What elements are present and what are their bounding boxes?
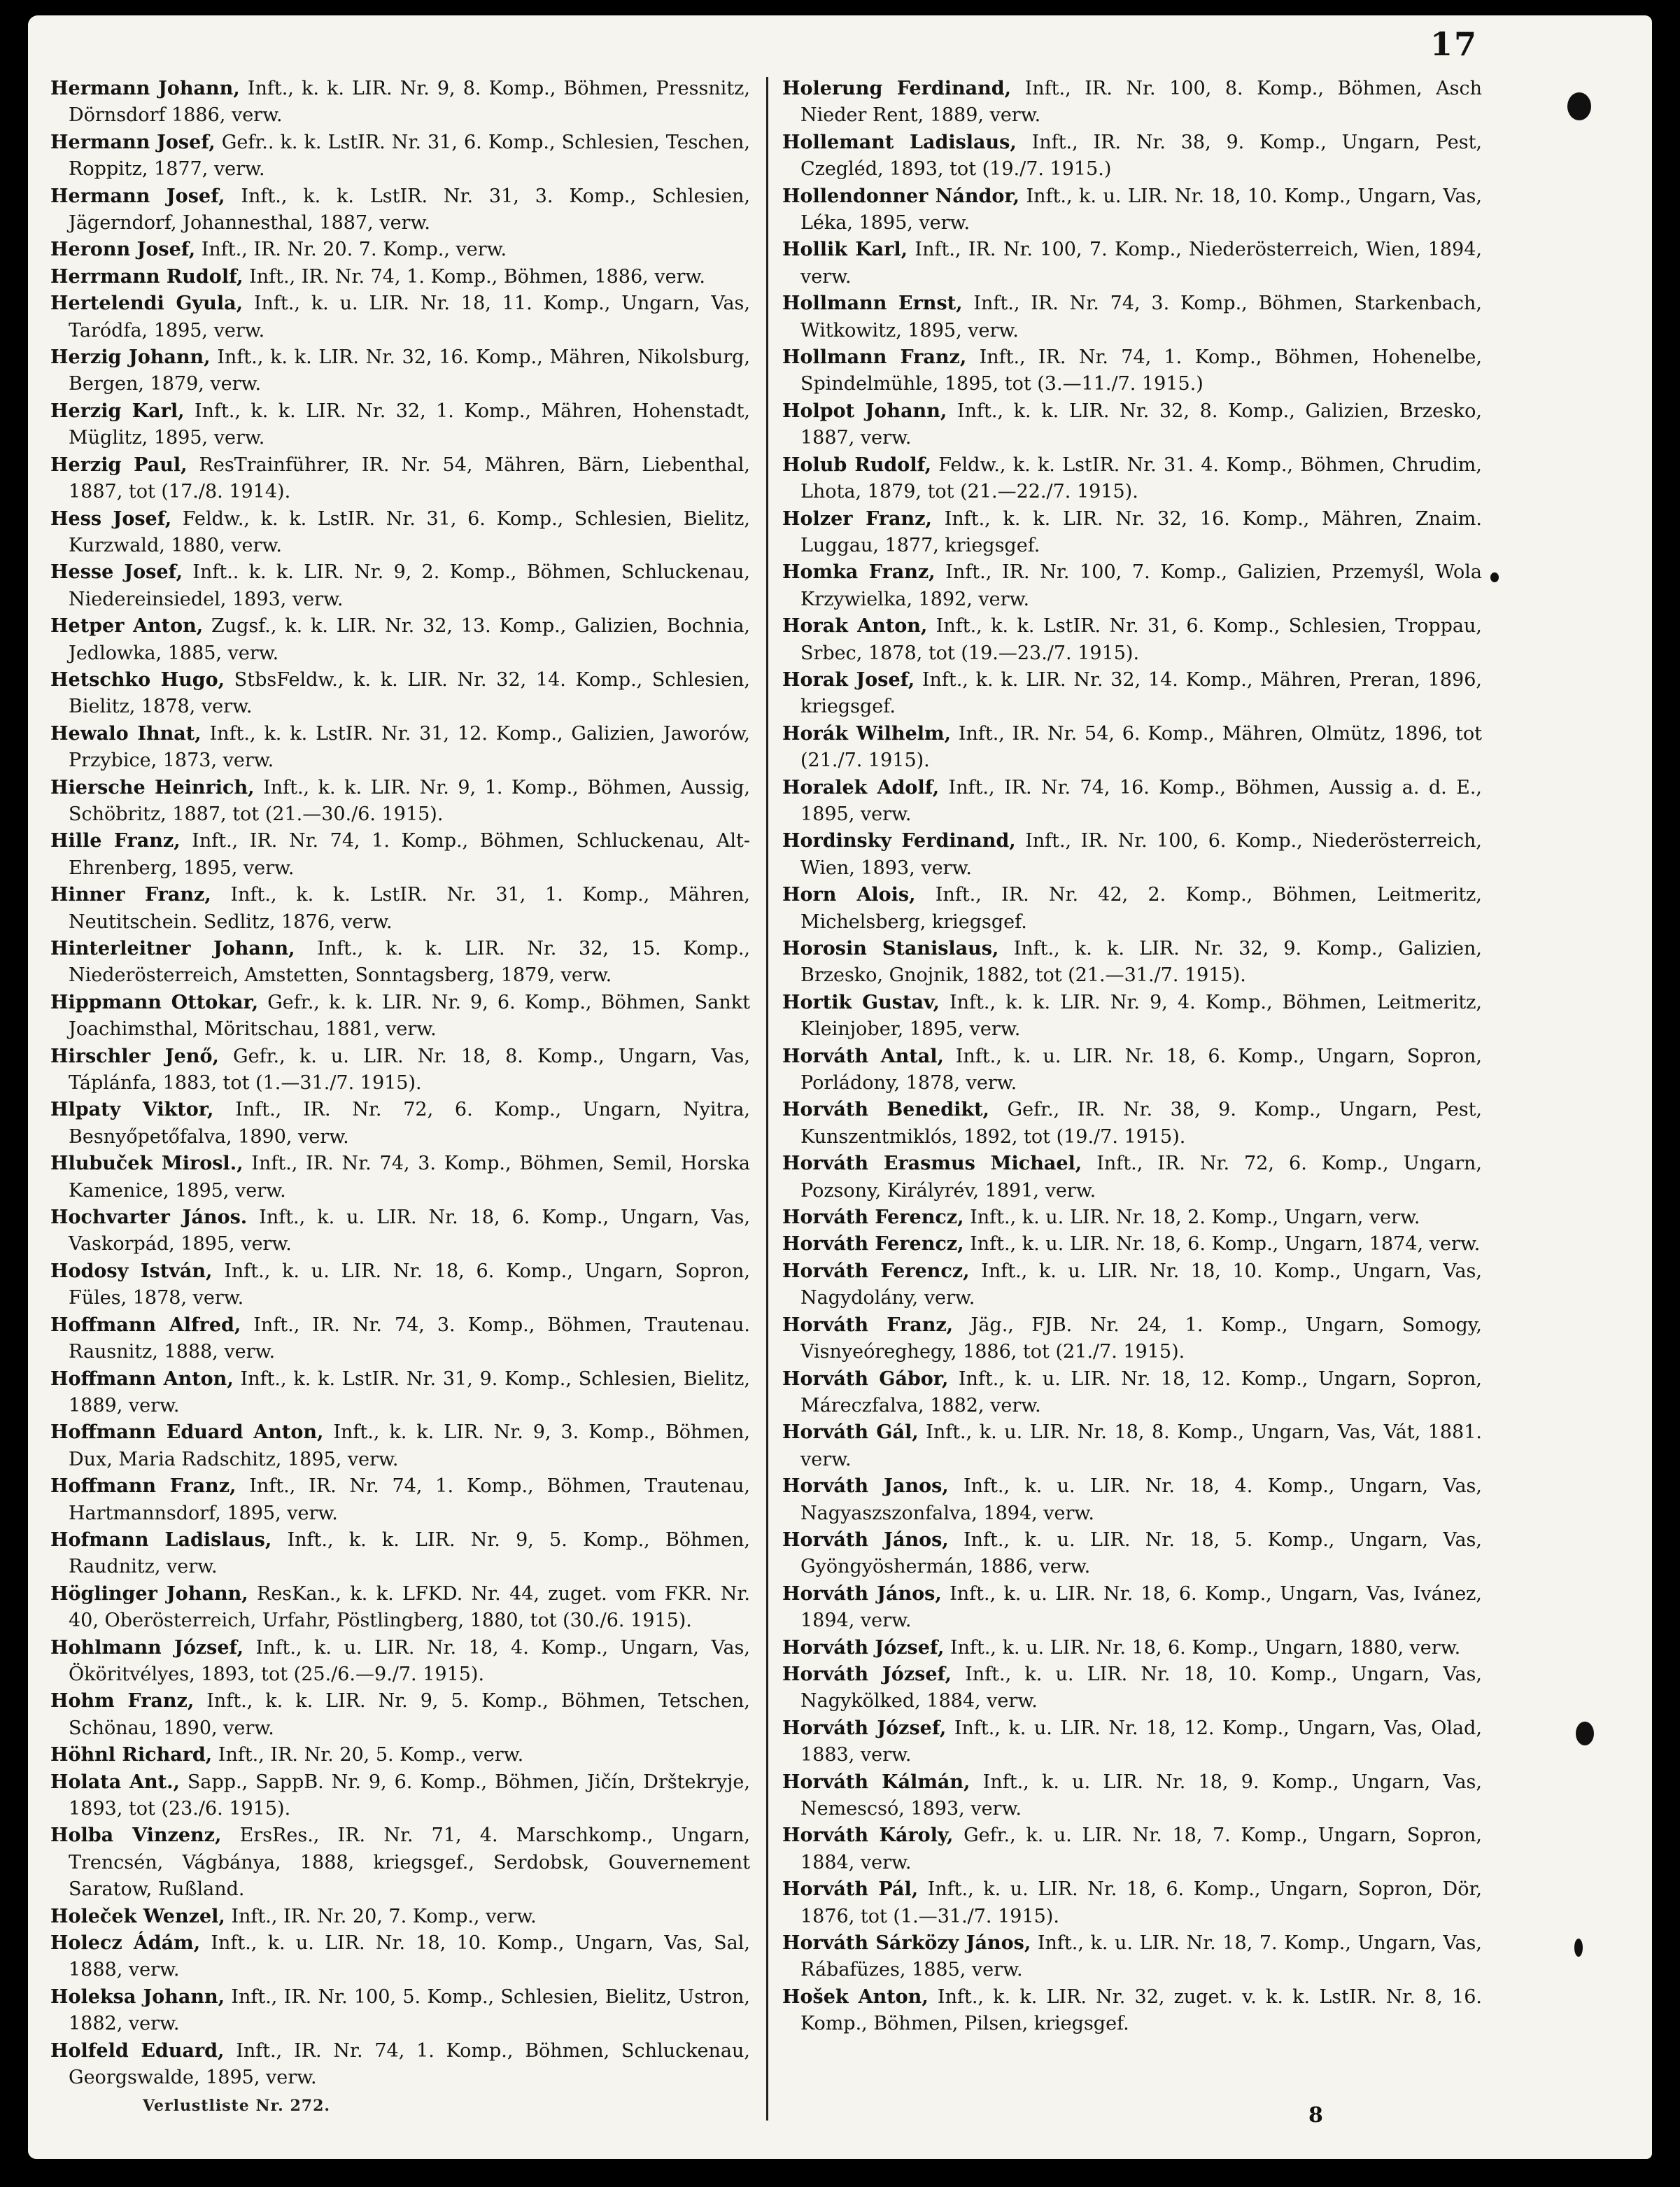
left-column [50,76,750,2125]
list-entry [782,559,1482,613]
list-entry [50,398,750,452]
entry-details: Inft., k. k. LIR. Nr. 9, 5. Komp., Böhmen, Tetschen, Schönau, 1890, verw. [69,1690,750,1739]
entry-name: Heronn Josef, [50,239,196,261]
list-entry [782,398,1482,452]
list-entry [782,1151,1482,1204]
entry-name: Hoffmann Alfred, [50,1314,241,1336]
page-number: 17 [1430,25,1478,63]
footer [50,2097,750,2125]
entry-name: Hertelendi Gyula, [50,293,243,315]
entry-name: Holba Vinzenz, [50,1824,222,1847]
list-entry [50,506,750,560]
entry-details: Inft., IR. Nr. 74, 3. Komp., Böhmen, Trautenau. Rausnitz, 1888, verw. [69,1314,750,1363]
entry-name: Hinner Franz, [50,884,211,906]
entry-details: Inft., IR. Nr. 100, 6. Komp., Niederösterreich, Wien, 1893, verw. [800,830,1482,879]
list-entry [782,344,1482,398]
entry-details: Inft., k. k. LIR. Nr. 32, 14. Komp., Mähren, Preran, 1896, kriegsgef. [800,668,1482,718]
entry-name: Hermann Johann, [50,78,240,99]
list-entry [50,129,750,183]
entry-name: Hess Josef, [50,507,172,530]
list-entry [782,1581,1482,1635]
entry-details: ResKan., k. k. LFKD. Nr. 44, zuget. vom FKR. Nr. 40, Oberösterreich, Urfahr, Pöstlingberg, 1880, tot (30./6. 1915). [69,1582,750,1632]
entry-name: Hošek Anton, [782,1985,929,2008]
entry-name: Herzig Johann, [50,346,211,369]
entry-details: Inft., IR. Nr. 42, 2. Komp., Böhmen, Leitmeritz, Michelsberg, kriegsgef. [800,884,1482,933]
list-entry [50,344,750,398]
entry-details: Inft., IR. Nr. 100, 7. Komp., Niederösterreich, Wien, 1894, verw. [800,239,1482,288]
entry-name: Horváth Károly, [782,1824,954,1847]
entry-name: Hetschko Hugo, [50,668,225,691]
entry-details: Inft.. k. k. LIR. Nr. 9, 2. Komp., Böhmen, Schluckenau, Niedereinsiedel, 1893, verw. [69,561,750,610]
list-entry [782,721,1482,775]
entry-name: Holeksa Johann, [50,1985,225,2008]
list-signature: Verlustliste Nr. 272. [143,2097,331,2116]
entry-name: Hoffmann Anton, [50,1367,234,1390]
entry-name: Hordinsky Ferdinand, [782,830,1016,852]
entry-details: Inft., IR. Nr. 74, 1. Komp., Böhmen, Trautenau, Hartmannsdorf, 1895, verw. [69,1475,750,1524]
ink-blot [1567,92,1591,120]
list-entry [50,1473,750,1527]
list-entry [50,828,750,882]
entry-name: Horváth Janos, [782,1475,949,1498]
entry-details: Inft., k. u. LIR. Nr. 18, 9. Komp., Ungarn, Vas, Nemescsó, 1893, verw. [800,1771,1482,1820]
list-entry [50,1904,750,1930]
entry-details: Inft., IR. Nr. 38, 9. Komp., Ungarn, Pest, Czegléd, 1893, tot (19./7. 1915.) [800,131,1483,181]
entry-details: Inft., k. k. LIR. Nr. 9, 5. Komp., Böhmen, Raudnitz, verw. [69,1528,750,1578]
entry-details: Inft., IR. Nr. 100, 7. Komp., Galizien, Przemyśl, Wola Krzywielka, 1892, verw. [800,561,1482,610]
entry-name: Hille Franz, [50,830,181,852]
list-entry [782,1769,1482,1823]
entry-name: Hofmann Ladislaus, [50,1528,272,1551]
entry-details: Inft., IR. Nr. 20. 7. Komp., verw. [195,239,507,261]
entry-name: Horváth Ferencz, [782,1260,970,1282]
list-entry [782,237,1482,290]
entry-name: Holzer Franz, [782,507,932,530]
list-entry [50,721,750,775]
list-entry [782,1715,1482,1769]
list-entry [50,990,750,1043]
entry-name: Horosin Stanislaus, [782,938,999,959]
entry-name: Hochvarter János. [50,1207,248,1229]
entry-details: Inft., IR. Nr. 72, 6. Komp., Ungarn, Pozsony, Királyrév, 1891, verw. [800,1153,1482,1202]
entry-name: Hermann Josef, [50,185,225,207]
list-entry [782,452,1482,506]
entry-details: Inft., k. u. LIR. Nr. 18, 7. Komp., Ungarn, Vas, Rábafüzes, 1885, verw. [800,1932,1482,1981]
entry-details: Inft., k. u. LIR. Nr. 18, 11. Komp., Ungarn, Vas, Taródfa, 1895, verw. [69,293,750,342]
list-entry [50,775,750,829]
column-divider [766,77,768,2121]
list-entry [50,667,750,721]
entry-name: Hodosy István, [50,1260,213,1282]
list-entry [782,506,1482,560]
entry-name: Horváth Kálmán, [782,1771,970,1793]
list-entry [782,1661,1482,1715]
entry-details: Inft., k. u. LIR. Nr. 18, 10. Komp., Ungarn, Vas, Nagydolány, verw. [800,1260,1482,1309]
entry-details: Gefr.. k. k. LstIR. Nr. 31, 6. Komp., Schlesien, Teschen, Roppitz, 1877, verw. [69,131,750,181]
list-entry [50,1581,750,1635]
entry-details: Inft., k. u. LIR. Nr. 18, 6. Komp., Ungarn, Vas, Vaskorpád, 1895, verw. [69,1207,750,1256]
entry-details: Inft., k. u. LIR. Nr. 18, 10. Komp., Ungarn, Vas, Léka, 1895, verw. [800,185,1482,234]
ink-blot [1490,572,1499,582]
entry-details: Inft., k. k. LIR. Nr. 32, 15. Komp., Niederösterreich, Amstetten, Sonntagsberg, 1879, verw. [69,938,750,987]
entry-name: Horák Wilhelm, [782,722,951,745]
list-entry [782,290,1482,344]
list-entry [50,1312,750,1366]
entry-details: Inft., k. k. LstIR. Nr. 31, 9. Komp., Schlesien, Bielitz, 1889, verw. [69,1367,750,1416]
entry-details: Inft., k. u. LIR. Nr. 18, 10. Komp., Ungarn, Vas, Sal, 1888, verw. [69,1932,750,1981]
entry-details: Inft., IR. Nr. 74, 1. Komp., Böhmen, Hohenelbe, Spindelmühle, 1895, tot (3.—11./7. 1915.) [800,346,1482,395]
entry-name: Holeček Wenzel, [50,1905,225,1927]
entry-details: Inft., k. k. LstIR. Nr. 31, 3. Komp., Schlesien, Jägerndorf, Johannesthal, 1887, verw. [69,185,750,234]
entry-details: Inft., k. u. LIR. Nr. 18, 6. Komp., Ungarn, 1874, verw. [963,1233,1481,1256]
list-entry [50,183,750,237]
entry-name: Horváth József, [782,1717,947,1739]
entry-name: Höglinger Johann, [50,1582,248,1605]
list-entry [782,828,1482,882]
entry-name: Hortik Gustav, [782,991,940,1013]
entry-details: Inft., k. u. LIR. Nr. 18, 4. Komp., Ungarn, Vas, Nagyaszszonfalva, 1894, verw. [800,1475,1482,1524]
list-entry [50,1527,750,1581]
entry-details: Gefr., IR. Nr. 38, 9. Komp., Ungarn, Pest, Kunszentmiklós, 1892, tot (19./7. 1915). [800,1099,1483,1148]
list-entry [782,1635,1482,1661]
list-entry [50,1366,750,1420]
entry-name: Holub Rudolf, [782,453,931,476]
entry-details: Inft., k. k. LIR. Nr. 32, 8. Komp., Galizien, Brzesko, 1887, verw. [800,400,1482,449]
right-column [782,76,1482,2038]
entry-details: Inft., IR. Nr. 74, 1. Komp., Böhmen, Schluckenau, Alt-Ehrenberg, 1895, verw. [69,830,750,879]
entry-name: Homka Franz, [782,561,936,584]
list-entry [782,183,1482,237]
entry-name: Hoffmann Franz, [50,1475,237,1498]
list-entry [50,1419,750,1473]
list-entry [50,1151,750,1204]
entry-details: Inft., k. u. LIR. Nr. 18, 8. Komp., Ungarn, Vas, Vát, 1881. verw. [800,1421,1482,1470]
list-entry [782,76,1482,129]
entry-name: Hetper Anton, [50,615,204,638]
entry-details: Jäg., FJB. Nr. 24, 1. Komp., Ungarn, Somogy, Visnyeóreghegy, 1886, tot (21./7. 1915). [800,1314,1482,1363]
list-entry [782,775,1482,829]
list-entry [782,667,1482,721]
entry-details: Inft., k. k. LIR. Nr. 32, zuget. v. k. k. LstIR. Nr. 8, 16. Komp., Böhmen, Pilsen, kriegsgef. [800,1985,1482,2035]
list-entry [50,2038,750,2092]
entry-name: Horváth Sárközy János, [782,1932,1031,1955]
entry-name: Holpot Johann, [782,400,947,422]
list-entry [782,882,1482,936]
entry-name: Horváth József, [782,1663,952,1685]
entry-name: Hollmann Franz, [782,346,967,369]
entry-name: Holecz Ádám, [50,1932,201,1955]
entry-details: Zugsf., k. k. LIR. Nr. 32, 13. Komp., Galizien, Bochnia, Jedlowka, 1885, verw. [69,615,750,664]
list-entry [782,990,1482,1043]
list-entry [50,290,750,344]
entry-details: Inft., k. u. LIR. Nr. 18, 6. Komp., Ungarn, Sopron, Porládony, 1878, verw. [800,1045,1483,1095]
list-entry [782,1258,1482,1312]
entry-details: Inft., IR. Nr. 100, 5. Komp., Schlesien, Bielitz, Ustron, 1882, verw. [69,1985,751,2035]
entry-details: Inft., IR. Nr. 74, 3. Komp., Böhmen, Semil, Horska Kamenice, 1895, verw. [69,1153,750,1202]
entry-details: Inft., k. u. LIR. Nr. 18, 6. Komp., Ungarn, 1880, verw. [944,1636,1461,1659]
entry-name: Horváth Antal, [782,1045,944,1067]
entry-name: Hesse Josef, [50,561,183,584]
list-entry [50,452,750,506]
list-entry [50,1097,750,1151]
entry-details: Inft., IR. Nr. 74, 1. Komp., Böhmen, 1886, verw. [243,265,705,288]
entry-name: Hollendonner Nándor, [782,185,1020,207]
list-entry [50,1635,750,1689]
list-entry [50,1258,750,1312]
entry-details: Inft., k. u. LIR. Nr. 18, 2. Komp., Ungarn, verw. [963,1207,1420,1229]
entry-details: Inft., k. k. LstIR. Nr. 31, 6. Komp., Schlesien, Troppau, Srbec, 1878, tot (19.—23./7. 1915). [800,615,1482,664]
entry-name: Hoffmann Eduard Anton, [50,1421,324,1444]
entry-details: Inft., IR. Nr. 20, 5. Komp., verw. [212,1744,524,1766]
entry-name: Hiersche Heinrich, [50,776,255,799]
list-entry [782,1366,1482,1420]
entry-details: Inft., k. k. LIR. Nr. 32, 1. Komp., Mähren, Hohenstadt, Müglitz, 1895, verw. [69,400,750,449]
entry-details: Inft., IR. Nr. 54, 6. Komp., Mähren, Olmütz, 1896, tot (21./7. 1915). [800,722,1482,772]
list-entry [782,936,1482,990]
entry-name: Hohm Franz, [50,1690,195,1713]
entry-details: Inft., k. k. LstIR. Nr. 31, 1. Komp., Mähren, Neutitschein. Sedlitz, 1876, verw. [69,884,750,933]
entry-details: Gefr., k. u. LIR. Nr. 18, 8. Komp., Ungarn, Vas, Táplánfa, 1883, tot (1.—31./7. 1915). [69,1045,750,1095]
entry-name: Hippmann Ottokar, [50,991,259,1013]
entry-name: Horváth Gábor, [782,1367,949,1390]
entry-details: Inft., IR. Nr. 74, 3. Komp., Böhmen, Starkenbach, Witkowitz, 1895, verw. [800,293,1482,342]
entry-name: Hollmann Ernst, [782,293,963,315]
list-entry [782,1473,1482,1527]
list-entry [782,1822,1482,1876]
entry-name: Höhnl Richard, [50,1744,213,1766]
entry-name: Horváth Franz, [782,1314,954,1336]
list-entry [782,1097,1482,1151]
entry-name: Holfeld Eduard, [50,2039,225,2062]
ink-blot [1574,1939,1583,1957]
entry-name: Horn Alois, [782,884,916,906]
entry-details: ResTrainführer, IR. Nr. 54, Mähren, Bärn, Liebenthal, 1887, tot (17./8. 1914). [69,453,750,503]
list-entry [50,1930,750,1984]
entry-details: Inft., k. k. LIR. Nr. 9, 4. Komp., Böhmen, Leitmeritz, Kleinjober, 1895, verw. [800,991,1483,1041]
entry-name: Horak Josef, [782,668,915,691]
list-entry [782,1876,1482,1930]
list-entry [50,1769,750,1823]
entry-details: Inft., k. u. LIR. Nr. 18, 10. Komp., Ungarn, Vas, Nagykölked, 1884, verw. [800,1663,1482,1713]
entry-details: Inft., k. k. LIR. Nr. 9, 1. Komp., Böhmen, Aussig, Schöbritz, 1887, tot (21.—30./6. 1915). [69,776,750,825]
list-entry [50,1984,750,2038]
entry-name: Horalek Adolf, [782,776,940,799]
entry-details: Gefr., k. k. LIR. Nr. 9, 6. Komp., Böhmen, Sankt Joachimsthal, Möritschau, 1881, verw. [69,991,750,1041]
entry-name: Herrmann Rudolf, [50,265,243,288]
list-entry [50,613,750,667]
entry-name: Hohlmann József, [50,1636,243,1659]
entry-details: Inft., k. u. LIR. Nr. 18, 12. Komp., Ungarn, Vas, Olad, 1883, verw. [800,1717,1482,1766]
entry-details: ErsRes., IR. Nr. 71, 4. Marschkomp., Ungarn, Trencsén, Vágbánya, 1888, kriegsgef., Serdobsk, Gouvernement Saratow, Rußland. [69,1824,750,1901]
entry-details: Inft., k. k. LIR. Nr. 9, 8. Komp., Böhmen, Pressnitz, Dörnsdorf 1886, verw. [69,78,750,127]
entry-details: Inft., k. k. LIR. Nr. 32, 16. Komp., Mähren, Nikolsburg, Bergen, 1879, verw. [69,346,750,395]
list-entry [782,1527,1482,1581]
entry-details: Inft., IR. Nr. 74, 1. Komp., Böhmen, Schluckenau, Georgswalde, 1895, verw. [69,2039,750,2089]
list-entry [50,1688,750,1742]
entry-details: Gefr., k. u. LIR. Nr. 18, 7. Komp., Ungarn, Sopron, 1884, verw. [800,1824,1482,1873]
entry-name: Horváth Erasmus Michael, [782,1153,1082,1175]
entry-name: Herzig Paul, [50,453,188,476]
entry-details: Sapp., SappB. Nr. 9, 6. Komp., Böhmen, Jičín, Drštekryje, 1893, tot (23./6. 1915). [69,1771,750,1820]
entry-details: Inft., k. k. LstIR. Nr. 31, 12. Komp., Galizien, Jaworów, Przybice, 1873, verw. [69,722,750,772]
list-entry [782,1984,1482,2038]
list-entry [782,1312,1482,1366]
entry-details: Inft., k. k. LIR. Nr. 32, 9. Komp., Galizien, Brzesko, Gnojnik, 1882, tot (21.—31./7. 1915). [800,938,1483,987]
list-entry [50,1742,750,1768]
entry-name: Horváth Gál, [782,1421,919,1444]
list-entry [50,1822,750,1903]
entry-name: Hollemant Ladislaus, [782,131,1017,153]
entry-name: Hirschler Jenő, [50,1045,219,1067]
list-entry [50,559,750,613]
entry-details: Feldw., k. k. LstIR. Nr. 31, 6. Komp., Schlesien, Bielitz, Kurzwald, 1880, verw. [69,507,750,556]
entry-name: Holerung Ferdinand, [782,78,1011,99]
list-entry [782,129,1482,183]
entry-details: Inft., k. u. LIR. Nr. 18, 5. Komp., Ungarn, Vas, Gyöngyöshermán, 1886, verw. [800,1528,1482,1578]
list-entry [50,264,750,290]
entry-name: Horváth József, [782,1636,945,1659]
entry-name: Hollik Karl, [782,239,908,261]
sheet-mark: 8 [1308,2103,1323,2128]
list-entry [50,237,750,263]
list-entry [50,882,750,936]
entry-details: Inft., k. u. LIR. Nr. 18, 6. Komp., Ungarn, Sopron, Füles, 1878, verw. [69,1260,750,1309]
entry-details: Inft., k. u. LIR. Nr. 18, 6. Komp., Ungarn, Sopron, Dör, 1876, tot (1.—31./7. 1915). [800,1878,1482,1927]
list-entry [782,1231,1482,1258]
entry-name: Hlubuček Mirosl., [50,1153,243,1175]
list-entry [50,1043,750,1097]
entry-details: Inft., k. k. LIR. Nr. 9, 3. Komp., Böhmen, Dux, Maria Radschitz, 1895, verw. [69,1421,750,1470]
list-entry [50,76,750,129]
entry-name: Horváth János, [782,1582,942,1605]
entry-details: Feldw., k. k. LstIR. Nr. 31. 4. Komp., Böhmen, Chrudim, Lhota, 1879, tot (21.—22./7. 1915). [800,453,1482,503]
entry-details: Inft., IR. Nr. 72, 6. Komp., Ungarn, Nyitra, Besnyőpetőfalva, 1890, verw. [69,1099,750,1148]
entry-name: Hermann Josef, [50,131,216,153]
entry-details: Inft., IR. Nr. 20, 7. Komp., verw. [225,1905,537,1927]
entry-details: Inft., k. k. LIR. Nr. 32, 16. Komp., Mähren, Znaim. Luggau, 1877, kriegsgef. [800,507,1482,556]
ink-blot [1576,1722,1594,1745]
entry-details: StbsFeldw., k. k. LIR. Nr. 32, 14. Komp., Schlesien, Bielitz, 1878, verw. [69,668,750,718]
entry-name: Horváth János, [782,1528,949,1551]
entry-name: Hinterleitner Johann, [50,938,295,959]
list-entry [782,1043,1482,1097]
entry-details: Inft., IR. Nr. 74, 16. Komp., Böhmen, Aussig a. d. E., 1895, verw. [800,776,1482,825]
entry-details: Inft., k. u. LIR. Nr. 18, 12. Komp., Ungarn, Sopron, Máreczfalva, 1882, verw. [800,1367,1482,1416]
list-entry [782,1204,1482,1231]
entry-name: Hlpaty Viktor, [50,1099,214,1121]
list-entry [50,1204,750,1258]
entry-name: Herzig Karl, [50,400,185,422]
entry-details: Inft., k. u. LIR. Nr. 18, 6. Komp., Ungarn, Vas, Ivánez, 1894, verw. [800,1582,1482,1632]
entry-name: Horváth Pál, [782,1878,919,1901]
entry-name: Horváth Benedikt, [782,1099,989,1121]
entry-details: Inft., IR. Nr. 100, 8. Komp., Böhmen, Asch Nieder Rent, 1889, verw. [800,78,1483,127]
entry-name: Horak Anton, [782,615,928,638]
list-entry [782,613,1482,667]
entry-name: Horváth Ferencz, [782,1207,964,1229]
list-entry [50,936,750,990]
list-entry [782,1930,1482,1984]
entry-name: Horváth Ferencz, [782,1233,964,1256]
entry-name: Holata Ant., [50,1771,180,1793]
entry-name: Hewalo Ihnat, [50,722,202,745]
entry-details: Inft., k. u. LIR. Nr. 18, 4. Komp., Ungarn, Vas, Ököritvélyes, 1893, tot (25./6.—9./7. 1915). [69,1636,750,1685]
list-entry [782,1419,1482,1473]
